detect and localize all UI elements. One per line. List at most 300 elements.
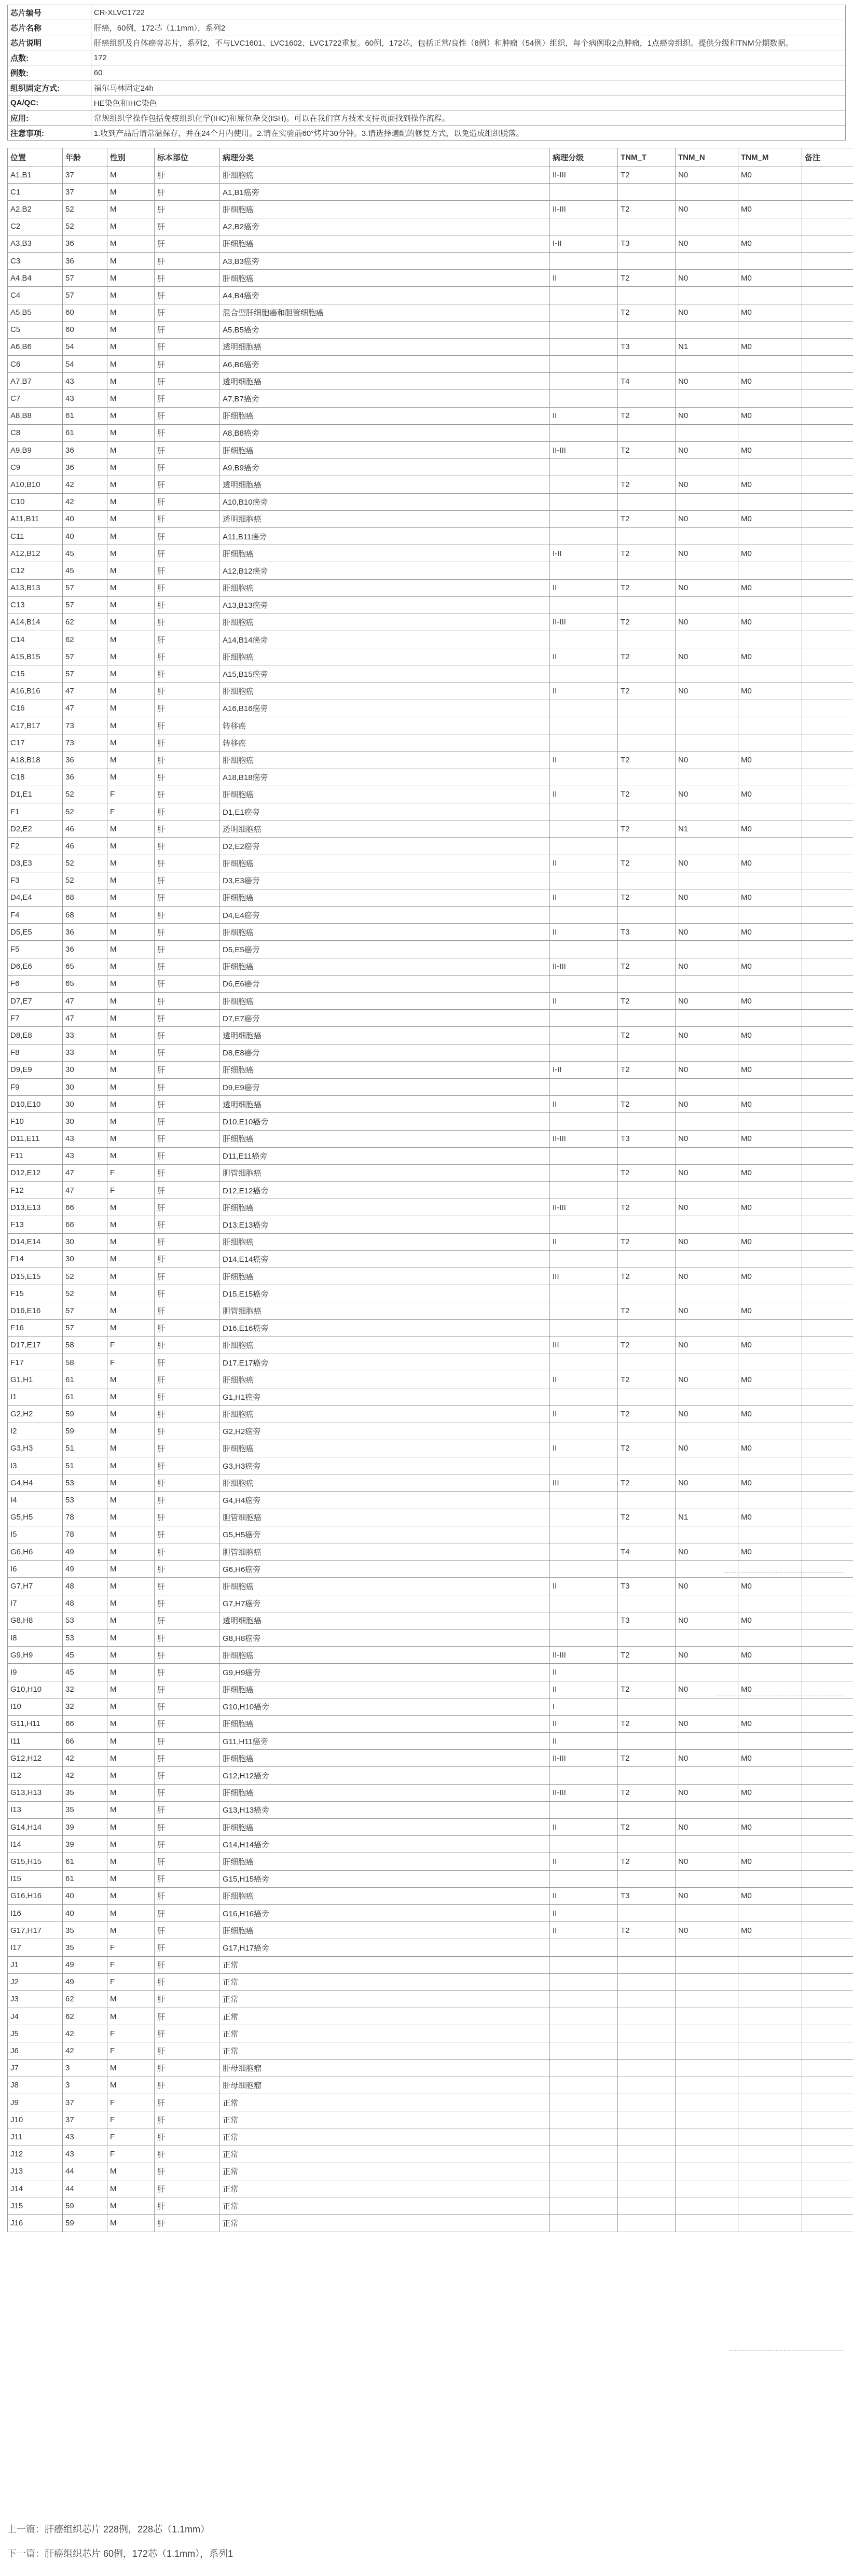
table-cell: M [107,1147,155,1164]
table-cell: 肝 [155,2077,220,2094]
table-cell [802,407,853,424]
table-cell [550,184,618,201]
table-cell [738,252,802,269]
table-cell [618,1629,676,1646]
table-cell: C11 [8,527,63,545]
table-cell: 肝 [155,1078,220,1095]
table-cell: A5,B5癌旁 [220,321,550,338]
table-cell: M0 [738,1784,802,1801]
table-cell: D14,E14 [8,1233,63,1250]
table-row [8,2163,853,2180]
table-cell: 肝 [155,424,220,441]
table-cell: G13,H13癌旁 [220,1801,550,1818]
table-cell: A8,B8 [8,407,63,424]
table-cell: II-III [550,1750,618,1767]
table-cell: A6,B6癌旁 [220,356,550,373]
table-cell: F [107,2128,155,2146]
table-cell [802,527,853,545]
table-cell: F1 [8,803,63,820]
table-cell: M [107,1423,155,1440]
table-row [8,1922,853,1939]
prev-article-link[interactable]: 肝癌组织芯片 228例，228芯（1.1mm） [45,2524,210,2535]
table-cell: 66 [63,1199,107,1216]
table-cell: 36 [63,924,107,941]
table-cell: II [550,648,618,665]
table-cell: M0 [738,201,802,218]
table-cell: D9,E9 [8,1061,63,1078]
table-cell [802,648,853,665]
table-cell: M [107,1904,155,1921]
table-cell: 肝 [155,958,220,975]
table-cell: A4,B4癌旁 [220,287,550,304]
table-cell: D4,E4 [8,889,63,906]
table-row [8,1784,853,1801]
table-row [8,614,853,631]
table-cell: G8,H8癌旁 [220,1629,550,1646]
table-row [8,476,853,493]
table-cell: M [107,1285,155,1302]
table-cell: G11,H11癌旁 [220,1733,550,1750]
table-cell: III [550,1336,618,1354]
table-cell: D2,E2 [8,820,63,838]
table-cell [802,1939,853,1956]
table-cell: 3 [63,2059,107,2077]
table-cell: D4,E4癌旁 [220,907,550,924]
table-row [8,527,853,545]
table-cell: G6,H6 [8,1543,63,1561]
table-cell [738,1836,802,1853]
table-cell [802,1664,853,1681]
table-cell: 61 [63,407,107,424]
table-cell [738,1423,802,1440]
table-cell: T4 [618,1543,676,1561]
table-cell: T2 [618,1922,676,1939]
table-cell [802,1423,853,1440]
table-cell: A13,B13癌旁 [220,596,550,614]
table-cell: M [107,751,155,769]
table-cell: M [107,1922,155,1939]
table-cell [618,2025,676,2042]
table-cell [802,1457,853,1474]
table-cell [618,2146,676,2163]
table-cell: D1,E1 [8,786,63,803]
table-cell: I10 [8,1698,63,1715]
table-cell: C10 [8,493,63,510]
table-cell: T2 [618,820,676,838]
table-cell: M [107,1887,155,1904]
table-cell: M0 [738,304,802,321]
table-cell: T2 [618,1061,676,1078]
table-cell: F7 [8,1010,63,1027]
table-cell: 62 [63,1990,107,2008]
table-cell: A11,B11 [8,510,63,527]
table-cell: A1,B1 [8,166,63,184]
table-cell [802,1543,853,1561]
table-row [8,786,853,803]
table-cell [618,390,676,407]
table-cell [618,1078,676,1095]
table-cell: J16 [8,2215,63,2232]
table-cell [550,2094,618,2111]
table-cell: M [107,1853,155,1870]
table-cell: 肝 [155,838,220,855]
table-cell [676,1354,738,1371]
table-cell: M [107,527,155,545]
table-row [8,1698,853,1715]
table-cell [618,700,676,717]
chip-info-table [7,5,846,141]
table-cell: 52 [63,201,107,218]
table-cell: D16,E16癌旁 [220,1319,550,1336]
table-cell [802,252,853,269]
table-cell [618,252,676,269]
table-row [8,596,853,614]
table-row [8,493,853,510]
table-cell: 肝 [155,2111,220,2128]
table-row [8,2094,853,2111]
table-cell: M0 [738,1853,802,1870]
table-cell: M [107,1819,155,1836]
table-cell [802,924,853,941]
table-row [8,235,853,252]
table-cell [550,218,618,235]
table-cell: 肝 [155,510,220,527]
table-cell: C2 [8,218,63,235]
table-row [8,1010,853,1027]
table-cell: G4,H4 [8,1474,63,1492]
table-cell: G10,H10癌旁 [220,1698,550,1715]
table-row [8,218,853,235]
table-cell: F [107,1182,155,1199]
table-row [8,1526,853,1543]
table-row [8,820,853,838]
table-cell: III [550,1474,618,1492]
table-cell: C12 [8,562,63,579]
table-cell: N0 [676,1233,738,1250]
table-cell [550,390,618,407]
info-value: HE染色和IHC染色 [91,95,845,110]
info-key: 应用: [8,110,91,126]
table-cell: 肝细胞癌 [220,235,550,252]
table-cell [618,1561,676,1578]
table-cell: M [107,476,155,493]
table-cell: 肝 [155,442,220,459]
table-cell: J14 [8,2180,63,2197]
table-cell [550,1612,618,1629]
table-cell: D11,E11 [8,1130,63,1147]
table-cell: 52 [63,1285,107,1302]
table-cell: T2 [618,855,676,872]
table-cell [738,1492,802,1509]
table-cell [802,1371,853,1388]
table-cell: M0 [738,1647,802,1664]
table-cell: M0 [738,1681,802,1698]
table-cell: G15,H15癌旁 [220,1870,550,1887]
table-cell: D7,E7 [8,993,63,1010]
table-cell [550,975,618,992]
table-cell: 66 [63,1216,107,1233]
table-cell [738,1354,802,1371]
table-cell [802,1784,853,1801]
table-row [8,1733,853,1750]
table-cell: 42 [63,1750,107,1767]
table-cell: F17 [8,1354,63,1371]
table-cell: J12 [8,2146,63,2163]
table-cell [802,321,853,338]
scan-artifact-line [724,1572,843,1573]
table-cell: M [107,304,155,321]
table-cell [550,2128,618,2146]
table-cell: T2 [618,1750,676,1767]
table-cell: M [107,614,155,631]
table-cell: M0 [738,1096,802,1113]
table-cell: A18,B18癌旁 [220,769,550,786]
table-cell [802,993,853,1010]
table-cell: J3 [8,1990,63,2008]
table-cell: T2 [618,1853,676,1870]
table-cell: N0 [676,1061,738,1078]
table-cell: C16 [8,700,63,717]
table-cell [802,2180,853,2197]
table-cell: 65 [63,975,107,992]
table-cell [618,2094,676,2111]
table-row [8,1130,853,1147]
table-cell: M [107,1767,155,1784]
info-value: 172 [91,50,845,65]
table-cell: 肝 [155,1044,220,1061]
table-cell: M [107,459,155,476]
column-header: 备注 [802,148,853,166]
table-cell: F [107,786,155,803]
table-cell: G17,H17 [8,1922,63,1939]
table-cell [802,1027,853,1044]
table-cell: M [107,700,155,717]
table-cell: 肝 [155,2008,220,2025]
prev-article[interactable] [7,2522,210,2536]
table-cell: T2 [618,1405,676,1423]
table-cell: M0 [738,1474,802,1492]
table-cell: 肝 [155,1440,220,1457]
table-cell: M0 [738,1199,802,1216]
table-cell [550,717,618,734]
table-cell [618,631,676,648]
table-cell: M [107,975,155,992]
table-row [8,1973,853,1990]
table-cell: F11 [8,1147,63,1164]
table-cell: D16,E16 [8,1302,63,1319]
table-cell: II [550,407,618,424]
table-cell: 肝 [155,1130,220,1147]
table-cell: 35 [63,1922,107,1939]
table-cell: 肝 [155,390,220,407]
table-cell: J5 [8,2025,63,2042]
table-cell: M [107,1440,155,1457]
table-cell: G9,H9癌旁 [220,1664,550,1681]
table-cell: M0 [738,924,802,941]
table-cell: 正常 [220,1956,550,1973]
table-cell [550,252,618,269]
table-cell [738,700,802,717]
table-row [8,769,853,786]
table-cell [618,287,676,304]
table-cell [802,1182,853,1199]
table-cell: 肝 [155,1233,220,1250]
table-cell [738,2025,802,2042]
table-cell: I1 [8,1388,63,1405]
table-cell [676,356,738,373]
table-cell: 肝细胞癌 [220,545,550,562]
table-cell [802,596,853,614]
table-row [8,958,853,975]
table-cell: 40 [63,510,107,527]
table-cell [550,562,618,579]
table-row [8,975,853,992]
table-cell [550,1801,618,1818]
table-cell: 透明细胞癌 [220,820,550,838]
table-cell [802,1096,853,1113]
table-cell: 肝细胞癌 [220,1681,550,1698]
table-cell: 65 [63,958,107,975]
table-cell: 肝 [155,579,220,596]
table-cell [802,975,853,992]
table-cell: 47 [63,1182,107,1199]
table-cell [802,1698,853,1715]
table-cell: 肝 [155,1578,220,1595]
table-row [8,1578,853,1595]
table-cell [550,1388,618,1405]
table-cell [738,218,802,235]
table-row [8,2042,853,2059]
table-cell [618,527,676,545]
table-cell [618,907,676,924]
table-cell: F2 [8,838,63,855]
table-cell [802,424,853,441]
table-cell: 62 [63,631,107,648]
table-cell: 46 [63,838,107,855]
table-cell: II-III [550,166,618,184]
table-cell: G16,H16 [8,1887,63,1904]
table-cell [618,1250,676,1268]
table-cell [676,2059,738,2077]
table-cell [676,287,738,304]
table-cell [802,442,853,459]
table-cell: T2 [618,201,676,218]
table-row [8,803,853,820]
table-cell: 肝细胞癌 [220,270,550,287]
table-cell: N0 [676,1853,738,1870]
table-cell: T2 [618,1268,676,1285]
table-cell: 肝细胞癌 [220,1474,550,1492]
table-cell [802,1733,853,1750]
table-cell [550,1870,618,1887]
table-cell: 肝细胞癌 [220,751,550,769]
info-key: 芯片编号 [8,5,91,20]
table-row [8,734,853,751]
table-cell: II-III [550,201,618,218]
table-cell [738,1044,802,1061]
table-cell: 肝 [155,1216,220,1233]
table-cell: A10,B10 [8,476,63,493]
table-cell [802,1715,853,1732]
table-cell: M0 [738,648,802,665]
table-cell: 肝 [155,1250,220,1268]
table-row [8,1870,853,1887]
table-cell: M [107,321,155,338]
table-cell [676,2025,738,2042]
table-cell: I13 [8,1801,63,1818]
next-article-link[interactable]: 肝癌组织芯片 60例，172芯（1.1mm），系列1 [45,2549,233,2559]
table-cell: M [107,252,155,269]
table-cell [802,287,853,304]
table-cell: N0 [676,1681,738,1698]
table-cell: 正常 [220,2180,550,2197]
table-cell: T3 [618,1130,676,1147]
table-cell: 肝细胞癌 [220,1578,550,1595]
table-cell: 肝细胞癌 [220,1130,550,1147]
table-cell [802,184,853,201]
table-cell: N0 [676,958,738,975]
table-cell: D2,E2癌旁 [220,838,550,855]
next-article[interactable] [7,2546,233,2560]
table-cell: M [107,631,155,648]
table-cell: 肝细胞癌 [220,786,550,803]
table-cell: 59 [63,2215,107,2232]
table-cell: M [107,1784,155,1801]
table-cell [676,1113,738,1130]
table-cell: I12 [8,1767,63,1784]
table-cell: 39 [63,1819,107,1836]
table-cell: 透明细胞癌 [220,1612,550,1629]
table-cell: 肝 [155,2025,220,2042]
info-value: CR-XLVC1722 [91,5,845,20]
table-cell: T2 [618,958,676,975]
table-cell: M [107,1647,155,1664]
table-cell [550,2059,618,2077]
table-cell [676,2042,738,2059]
table-cell: 肝 [155,459,220,476]
table-cell: A3,B3癌旁 [220,252,550,269]
table-row [8,2025,853,2042]
table-cell [802,493,853,510]
table-cell [676,1147,738,1164]
table-cell: 肝细胞癌 [220,1061,550,1078]
table-cell: 正常 [220,2008,550,2025]
table-cell [676,665,738,683]
table-cell: T2 [618,442,676,459]
table-cell [676,1664,738,1681]
table-cell: 30 [63,1113,107,1130]
info-key: 例数: [8,65,91,80]
table-cell: II [550,1405,618,1423]
table-cell [802,510,853,527]
column-header: 性别 [107,148,155,166]
table-cell [738,2111,802,2128]
table-cell [802,1767,853,1784]
table-row [8,1664,853,1681]
table-cell: II [550,889,618,906]
table-cell: 肝 [155,631,220,648]
table-cell: 透明细胞癌 [220,338,550,355]
table-cell [802,235,853,252]
table-cell [738,424,802,441]
table-cell: C5 [8,321,63,338]
table-cell: 60 [63,321,107,338]
table-cell [802,717,853,734]
table-cell [550,1216,618,1233]
table-cell: M [107,356,155,373]
table-row [8,872,853,889]
table-cell: 66 [63,1715,107,1732]
